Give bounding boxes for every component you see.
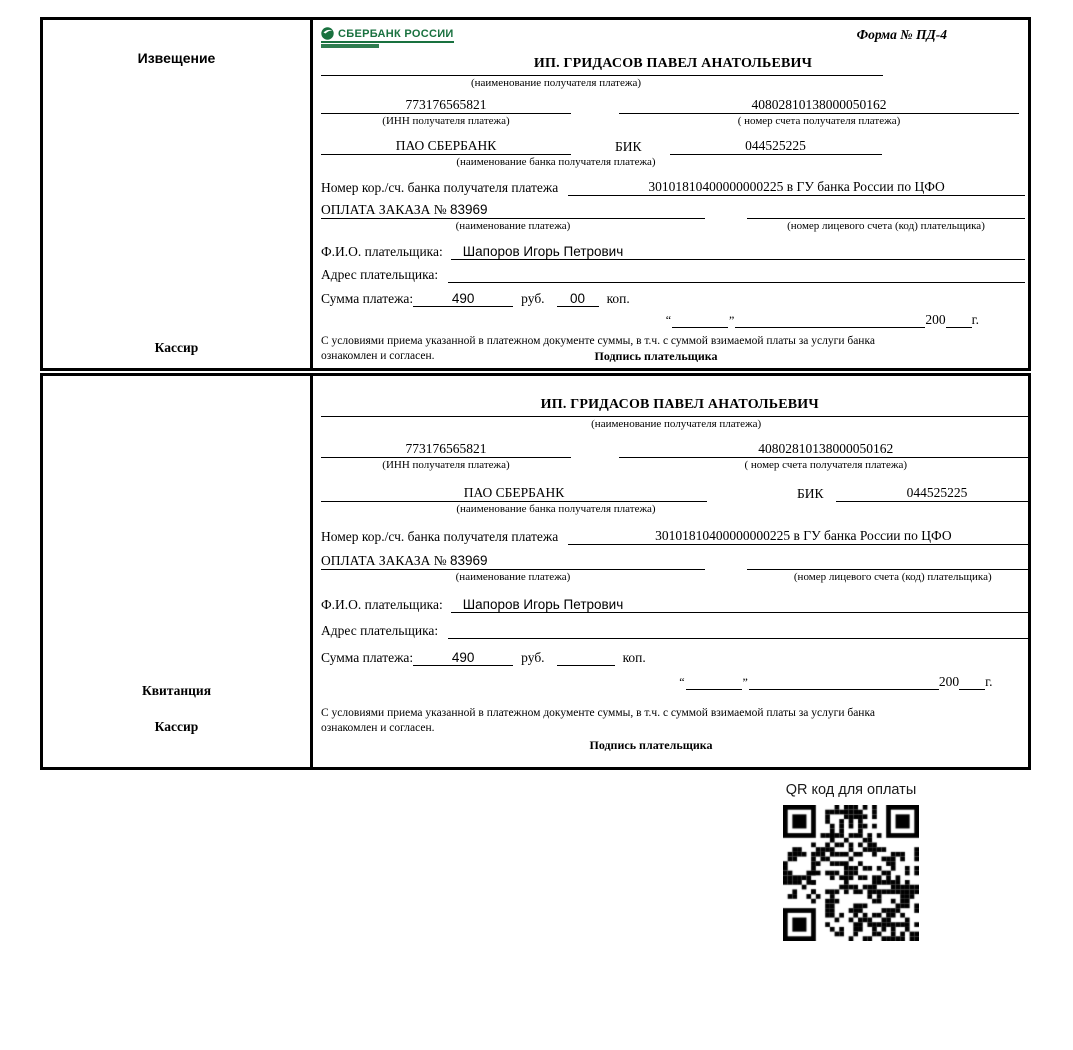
corr-account-label: Номер кор./сч. банка получателя платежа xyxy=(321,180,559,196)
corr-account-row xyxy=(321,524,1031,545)
bank-name-hint: (наименование банка получателя платежа) xyxy=(456,503,656,515)
payer-address-label: Адрес плательщика: xyxy=(321,623,439,638)
account-value: 40802810138000050162 xyxy=(619,441,1031,458)
payer-signature-label: Подпись плательщика xyxy=(594,349,718,363)
payment-name-label: ОПЛАТА ЗАКАЗА № xyxy=(321,553,450,568)
payment-name-hint: (наименование платежа) xyxy=(455,571,571,583)
close-quote: ” xyxy=(742,675,748,689)
form-number-label: Форма № ПД-4 xyxy=(856,27,947,42)
year-field-line xyxy=(946,327,972,328)
agreement-block xyxy=(321,706,993,753)
sberbank-logo xyxy=(321,27,454,48)
date-row xyxy=(321,311,979,328)
bik-label: БИК xyxy=(615,139,642,155)
recipient-name-hint: (наименование получателя платежа) xyxy=(591,418,762,430)
account-hint: ( номер счета получателя платежа) xyxy=(744,459,907,471)
inn-hint: (ИНН получателя платежа) xyxy=(382,115,510,128)
payment-name-row xyxy=(321,200,1025,219)
payer-name-label: Ф.И.О. плательщика: xyxy=(321,597,443,612)
agreement-block xyxy=(321,334,993,364)
rub-label: руб. xyxy=(521,290,545,306)
open-quote: “ xyxy=(679,675,685,689)
notice-side-column xyxy=(43,20,313,368)
inn-account-hints xyxy=(321,115,1025,128)
inn-hint: (ИНН получателя платежа) xyxy=(382,459,510,471)
cashier-label-receipt: Кассир xyxy=(154,719,199,734)
date-day-field-line xyxy=(686,689,742,690)
bank-row xyxy=(321,481,1031,502)
corr-account-row xyxy=(321,176,1025,196)
kop-label: коп. xyxy=(622,650,646,665)
corr-account-value: 30101810400000000225 в ГУ банка России по ЦФО xyxy=(568,528,1031,545)
agreement-line1: С условиями приема указанной в платежном документе суммы, в т.ч. с суммой взимаемой платы за услуги банка xyxy=(321,335,875,347)
date-month-field-line xyxy=(749,689,939,690)
agreement-line1: С условиями приема указанной в платежном документе суммы, в т.ч. с суммой взимаемой платы за услуги банка xyxy=(321,707,875,719)
amount-row xyxy=(321,288,1025,307)
payment-name xyxy=(321,553,705,570)
amount-rub-value: 490 xyxy=(413,650,513,666)
inn-account-row xyxy=(321,440,1031,458)
payer-name-label: Ф.И.О. плательщика: xyxy=(321,244,443,259)
agreement-line2: ознакомлен и согласен. xyxy=(321,722,435,734)
qr-caption: QR код для оплаты xyxy=(785,782,917,798)
payer-code-field-line xyxy=(747,218,1025,219)
inn-account-row xyxy=(321,97,1025,114)
sberbank-logo-line xyxy=(321,27,454,43)
year-field-line xyxy=(959,689,985,690)
close-quote: ” xyxy=(729,313,735,327)
amount-row xyxy=(321,646,1031,666)
recipient-name: ИП. ГРИДАСОВ ПАВЕЛ АНАТОЛЬЕВИЧ xyxy=(540,397,819,412)
account-value: 40802810138000050162 xyxy=(619,97,1019,114)
year-suffix: г. xyxy=(985,674,993,689)
recipient-name-field-line xyxy=(321,413,1031,417)
bank-name: ПАО СБЕРБАНК xyxy=(321,485,707,502)
agreement-line2: ознакомлен и согласен. xyxy=(321,350,435,362)
payer-name-row xyxy=(321,593,1031,613)
amount-kop-value xyxy=(557,665,615,666)
payer-address-row xyxy=(321,620,1031,639)
notice-header-row xyxy=(321,27,1025,55)
amount-label: Сумма платежа: xyxy=(321,290,414,306)
date-day-field-line xyxy=(672,327,728,328)
inn-value: 773176565821 xyxy=(321,97,571,114)
year-prefix: 200 xyxy=(925,312,946,327)
amount-rub-value: 490 xyxy=(413,291,513,307)
bik-value: 044525225 xyxy=(670,138,882,155)
date-month-field-line xyxy=(735,327,925,328)
order-number: 83969 xyxy=(450,202,488,218)
bank-name-hint: (наименование банка получателя платежа) xyxy=(456,156,656,169)
receipt-content xyxy=(313,376,1031,767)
receipt-label: Квитанция xyxy=(141,683,212,698)
corr-account-label: Номер кор./сч. банка получателя платежа xyxy=(321,529,559,544)
inn-value: 773176565821 xyxy=(321,441,571,458)
payment-name xyxy=(321,202,705,219)
date-row xyxy=(321,672,993,690)
payer-name-value: Шапоров Игорь Петрович xyxy=(451,597,1031,613)
payer-name-value: Шапоров Игорь Петрович xyxy=(451,244,1025,260)
bank-row xyxy=(321,135,1025,155)
amount-label: Сумма платежа: xyxy=(321,650,414,665)
sberbank-logo-text: СБЕРБАНК РОССИИ xyxy=(338,27,454,40)
payer-address-row xyxy=(321,265,1025,283)
notice-label: Извещение xyxy=(137,50,216,66)
payer-code-field-line xyxy=(747,569,1031,570)
kop-label: коп. xyxy=(606,290,630,306)
agreement-line2-row xyxy=(321,349,993,364)
inn-account-hints xyxy=(321,459,1031,472)
payment-hints-row xyxy=(321,571,1031,584)
year-suffix: г. xyxy=(971,312,979,327)
qr-code xyxy=(783,805,919,941)
order-number: 83969 xyxy=(450,553,488,568)
open-quote: “ xyxy=(665,313,672,327)
rub-label: руб. xyxy=(521,650,545,665)
notice-section xyxy=(40,17,1031,371)
payer-code-hint: (номер лицевого счета (код) плательщика) xyxy=(793,571,992,583)
amount-kop-value: 00 xyxy=(557,291,599,307)
recipient-name: ИП. ГРИДАСОВ ПАВЕЛ АНАТОЛЬЕВИЧ xyxy=(533,56,813,72)
bank-name: ПАО СБЕРБАНК xyxy=(321,138,571,155)
account-hint: ( номер счета получателя платежа) xyxy=(737,115,901,128)
payment-name-label: ОПЛАТА ЗАКАЗА № xyxy=(321,202,450,218)
payer-address-label: Адрес плательщика: xyxy=(321,267,439,282)
payer-code-hint: (номер лицевого счета (код) плательщика) xyxy=(787,220,985,233)
payer-name-row xyxy=(321,241,1025,260)
payer-address-field-line xyxy=(448,282,1025,283)
sberbank-logo-tagline-bar xyxy=(321,44,379,48)
qr-block xyxy=(782,782,920,941)
notice-content xyxy=(313,20,1028,368)
sberbank-logo-icon xyxy=(321,27,334,40)
receipt-side-column xyxy=(43,376,313,767)
payment-name-row xyxy=(321,550,1031,570)
bik-label: БИК xyxy=(797,486,824,501)
payer-signature-label: Подпись плательщика xyxy=(589,738,713,752)
bik-value: 044525225 xyxy=(836,485,1031,502)
cashier-label-notice: Кассир xyxy=(154,340,199,355)
payment-hints-row xyxy=(321,220,1025,233)
receipt-section xyxy=(40,373,1031,770)
year-prefix: 200 xyxy=(938,674,960,689)
recipient-name-field-line xyxy=(321,72,883,76)
payer-address-field-line xyxy=(448,638,1031,639)
recipient-name-hint: (наименование получателя платежа) xyxy=(470,77,642,90)
payment-name-hint: (наименование платежа) xyxy=(455,220,571,233)
corr-account-value: 30101810400000000225 в ГУ банка России по ЦФО xyxy=(568,179,1025,196)
